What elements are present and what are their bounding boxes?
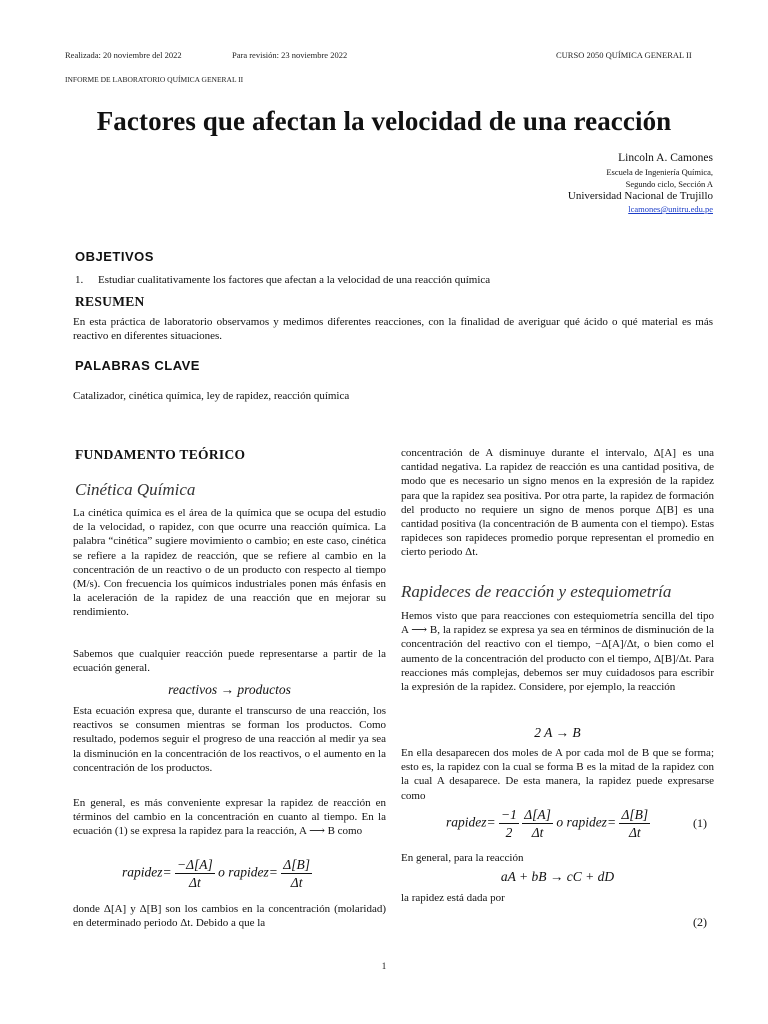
cinetica-subheading: Cinética Química — [75, 480, 196, 499]
eq-denominator-a: Δt — [531, 825, 544, 840]
eq-numerator-coef: −1 — [501, 807, 517, 822]
eq-lhs: rapidez= — [446, 814, 496, 830]
eq-fraction-b — [619, 806, 650, 841]
author-block — [453, 152, 713, 216]
eq-fraction-a — [522, 806, 553, 841]
resumen-text: En esta práctica de laboratorio observamos y medimos diferentes reacciones, con la finalidad de averiguar qué ácido o qué material es más reactivo en diferentes situaciones. — [73, 316, 713, 343]
estequiometria-subheading: Rapideces de reacción y estequiometría — [401, 582, 672, 601]
general-equation: reactivos → productos — [168, 682, 291, 697]
author-university: Universidad Nacional de Trujillo — [567, 190, 713, 202]
eq-denominator-b: Δt — [290, 875, 303, 890]
eq-denominator-a: Δt — [189, 875, 201, 890]
eq-lhs: rapidez= — [122, 864, 172, 880]
concentracion-paragraph: concentración de A disminuye durante el intervalo, Δ[A] es una cantidad negativa. La rapidez de reacción es una cantidad positiva, de modo que es necesario un signo menos en la expresión de la rapidez para que la rapidez sea positiva. Por otra parte, la rapidez de formación del producto no requiere un signo de menos porque Δ[B] es una cantidad positiva (la concentración de B aumenta con el tiempo). Estas rapideces son rapideces promedio porque representan el promedio en cierto periodo Δt. — [401, 447, 714, 559]
cinetica-paragraph: La cinética química es el área de la química que se ocupa del estudio de la velocidad, o rapidez, con que ocurre una reacción química. La palabra “cinética” sugiere movimiento o cambio; en este caso, cinética se refiere a la rapidez de reacción, que se refiere al cambio en la concentración de un reactivo o de un producto con respecto al tiempo (M/s). Con frecuencia los químicos industriales ponen más énfasis en la aceleración de la rapidez de una reacción que en mejorar su rendimiento. — [73, 507, 386, 619]
eq-denominator-coef: 2 — [505, 825, 513, 840]
ecuacion-explanation-paragraph: Esta ecuación expresa que, durante el transcurso de una reacción, los reactivos se consumen mientras se forman los productos. Como resultado, podemos seguir el progreso de una reacción al medir ya sea la disminución en la concentración de los reactivos, o el aumento en la concentración de los productos. — [73, 705, 386, 774]
keywords-heading: PALABRAS CLAVE — [75, 358, 200, 373]
eq-numerator-a: −Δ[A] — [177, 857, 213, 872]
general-reaction-equation: aA + bB → cC + dD — [500, 869, 615, 884]
eq-denominator-b: Δt — [628, 825, 641, 840]
fundamento-heading: FUNDAMENTO TEÓRICO — [75, 447, 246, 462]
eq-numerator-b: Δ[B] — [283, 857, 310, 872]
author-name: Lincoln A. Camones — [618, 152, 713, 164]
donde-paragraph: donde Δ[A] y Δ[B] son los cambios en la concentración (molaridad) en determinado periodo Δt. Debido a que la — [73, 903, 386, 930]
en-general-paragraph: En general, para la reacción — [401, 852, 524, 864]
equation-number-1: (1) — [693, 816, 707, 830]
eq-fraction-coef — [499, 806, 519, 841]
resumen-heading: RESUMEN — [75, 294, 145, 309]
equation-2a-b: 2 A → B — [534, 725, 581, 740]
header-date-revision: Para revisión: 23 noviembre 2022 — [232, 50, 348, 60]
eq-mid: o rapidez= — [218, 864, 278, 880]
equation-number-2: (2) — [693, 915, 707, 929]
eq-mid: o rapidez= — [556, 814, 617, 830]
rate-equation-2ab — [446, 806, 650, 841]
eq-numerator-b: Δ[B] — [621, 807, 649, 822]
eq-fraction-b — [281, 856, 312, 891]
rate-equation-ab — [122, 856, 312, 891]
objetivos-item-number: 1. — [75, 274, 84, 286]
keywords-text: Catalizador, cinética química, ley de rapidez, reacción química — [73, 390, 350, 402]
page-number: 1 — [381, 961, 387, 971]
objetivos-heading: OBJETIVOS — [75, 249, 154, 264]
author-email-link[interactable]: lcamones@unitru.edu.pe — [628, 204, 713, 214]
eq-fraction-a — [175, 856, 215, 891]
header-date-realizada: Realizada: 20 noviembre del 2022 — [65, 50, 182, 60]
author-school: Escuela de Ingeniería Química, — [606, 167, 713, 177]
eq-numerator-a: Δ[A] — [524, 807, 551, 822]
header-course: CURSO 2050 QUÍMICA GENERAL II — [556, 50, 692, 60]
objetivos-item — [75, 273, 490, 287]
estequiometria-paragraph: Hemos visto que para reacciones con estequiometría sencilla del tipo A ⟶ B, la rapidez se expresa ya sea en términos de disminución de la concentración del reactivo con el tiempo, −Δ[A]/Δt, o bien como el aumento de la concentración del producto con el tiempo, Δ[B]/Δt. Para reacciones más complejas, debemos ser muy cuidadosos para escribir la expresión de la rapidez. Considere, por ejemplo, la reacción — [401, 610, 714, 694]
author-cycle: Segundo ciclo, Sección A — [625, 178, 713, 189]
header-report-label: INFORME DE LABORATORIO QUÍMICA GENERAL II — [65, 75, 244, 84]
rapidez-dada-paragraph: la rapidez está dada por — [401, 892, 505, 904]
desaparecen-paragraph: En ella desaparecen dos moles de A por cada mol de B que se forma; esto es, la rapidez con la cual se forma B es la mitad de la rapidez con la cual A desaparece. De esta manera, la rapidez puede expresarse como — [401, 747, 714, 802]
rapidez-paragraph: En general, es más conveniente expresar la rapidez de reacción en términos del cambio en la concentración en cuanto al tiempo. En la ecuación (1) se expresa la rapidez para la reacción, A ⟶ B como — [73, 797, 386, 838]
objetivos-item-text: Estudiar cualitativamente los factores que afectan a la velocidad de una reacción química — [98, 274, 491, 286]
ecuacion-intro-paragraph: Sabemos que cualquier reacción puede representarse a partir de la ecuación general. — [73, 648, 386, 675]
page-title: Factores que afectan la velocidad de una reacción — [96, 106, 672, 136]
